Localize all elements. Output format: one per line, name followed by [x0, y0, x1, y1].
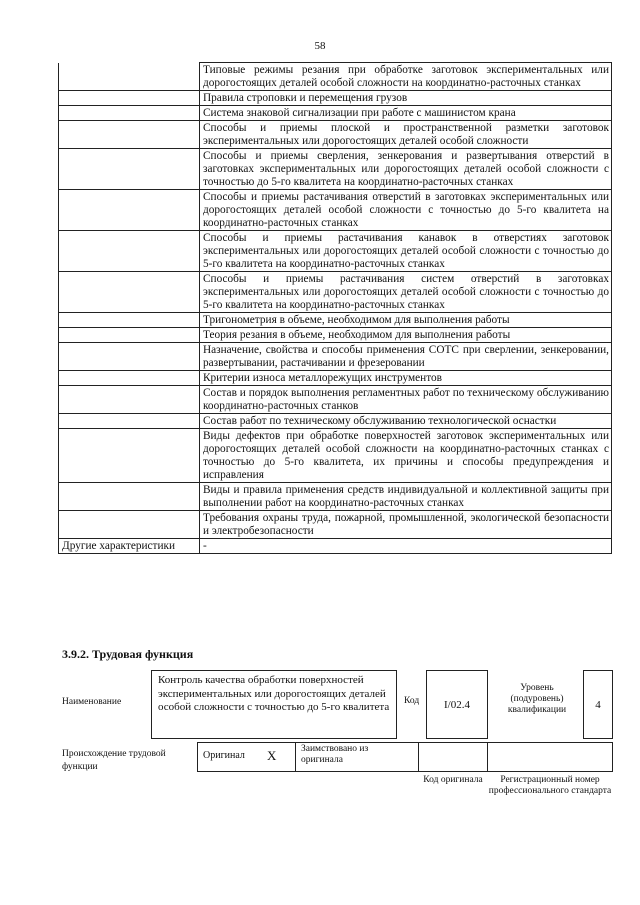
row-label-cell [59, 63, 200, 91]
knowledge-item: Состав работ по техническому обслуживанию технологической оснастки [200, 414, 612, 429]
row-label-cell [59, 511, 200, 539]
knowledge-item: Назначение, свойства и способы применения СОТС при сверлении, зенкеровании, развертывании, растачивании и фрезеровании [200, 343, 612, 371]
origin-divider [487, 742, 488, 772]
other-characteristics-value: - [200, 539, 612, 554]
knowledge-item: Теория резания в объеме, необходимом для выполнения работы [200, 328, 612, 343]
qualification-level-box [583, 670, 613, 739]
knowledge-item: Система знаковой сигнализации при работе с машинистом крана [200, 106, 612, 121]
table-row [59, 328, 612, 343]
row-label-cell [59, 483, 200, 511]
table-row [59, 121, 612, 149]
knowledge-item: Типовые режимы резания при обработке заготовок экспериментальных или дорогостоящих деталей особой сложности на координатно-расточных станках [200, 63, 612, 91]
row-label-cell [59, 343, 200, 371]
row-label-cell [59, 328, 200, 343]
function-code-value: I/02.4 [444, 698, 470, 711]
knowledge-item: Способы и приемы плоской и пространственной разметки заготовок экспериментальных или дорогостоящих деталей особой сложности [200, 121, 612, 149]
row-label-cell [59, 313, 200, 328]
origin-divider [418, 742, 419, 772]
table-row [59, 343, 612, 371]
table-row [59, 231, 612, 272]
knowledge-item: Способы и приемы растачивания отверстий в заготовках экспериментальных или дорогостоящих деталей особой сложности с точностью до 5-го квалитета на координатно-расточных станках [200, 190, 612, 231]
table-row [59, 386, 612, 414]
name-label: Наименование [62, 697, 122, 707]
original-label: Оригинал [203, 750, 245, 761]
page-number: 58 [314, 40, 326, 52]
qualification-level-value: 4 [595, 698, 601, 711]
table-row [59, 371, 612, 386]
table-row [59, 63, 612, 91]
table-row [59, 106, 612, 121]
knowledge-item: Критерии износа металлорежущих инструментов [200, 371, 612, 386]
origin-divider [295, 742, 296, 772]
knowledge-item: Способы и приемы растачивания систем отверстий в заготовках экспериментальных или дорогостоящих деталей особой сложности с точностью до 5-го квалитета на координатно-расточных станках [200, 272, 612, 313]
knowledge-item: Требования охраны труда, пожарной, промышленной, экологической безопасности и электробезопасности [200, 511, 612, 539]
knowledge-item: Правила строповки и перемещения грузов [200, 91, 612, 106]
knowledge-item: Виды дефектов при обработке поверхностей заготовок экспериментальных или дорогостоящих деталей особой сложности на координатно-расточных станках с точностью до 5-го квалитета, их причины и способы предупреждения и исправления [200, 429, 612, 483]
function-code-box [426, 670, 488, 739]
function-name-box [151, 670, 397, 739]
table-row [59, 414, 612, 429]
row-label-cell [59, 149, 200, 190]
knowledge-item: Виды и правила применения средств индивидуальной и коллективной защиты при выполнении работ на координатно-расточных станках [200, 483, 612, 511]
knowledge-table [58, 62, 612, 554]
function-name-text: Контроль качества обработки поверхностей экспериментальных или дорогостоящих деталей особой сложности с точностью до 5-го квалитета [158, 674, 390, 713]
table-row [59, 149, 612, 190]
code-label: Код [404, 696, 420, 706]
row-label-cell [59, 190, 200, 231]
section-heading: 3.9.2. Трудовая функция [62, 647, 194, 661]
table-row [59, 91, 612, 106]
row-label-cell [59, 429, 200, 483]
table-row [59, 511, 612, 539]
row-label-cell [59, 231, 200, 272]
original-checkmark: X [267, 748, 277, 763]
knowledge-item: Тригонометрия в объеме, необходимом для выполнения работы [200, 313, 612, 328]
knowledge-item: Способы и приемы растачивания канавок в отверстиях заготовок экспериментальных или дорогостоящих деталей особой сложности с точностью до 5-го квалитета на координатно-расточных станках [200, 231, 612, 272]
row-label-cell [59, 414, 200, 429]
row-label-cell [59, 386, 200, 414]
row-label-cell [59, 272, 200, 313]
table-row [59, 483, 612, 511]
table-row [59, 190, 612, 231]
row-label-cell [59, 106, 200, 121]
table-row [59, 429, 612, 483]
other-characteristics-row [59, 539, 612, 554]
knowledge-item: Способы и приемы сверления, зенкерования и развертывания отверстий в заготовках экспериментальных или дорогостоящих деталей особой сложности с точностью до 5-го квалитета на координатно-расточных станках [200, 149, 612, 190]
row-label-cell [59, 371, 200, 386]
row-label-cell [59, 91, 200, 106]
registration-number-caption: Регистрационный номер профессионального стандарта [488, 775, 612, 796]
table-row [59, 313, 612, 328]
borrowed-label: Заимствовано из оригинала [301, 744, 369, 765]
knowledge-item: Состав и порядок выполнения регламентных работ по техническому обслуживанию координатно-расточных станков [200, 386, 612, 414]
origin-label: Происхождение трудовой функции [62, 749, 166, 772]
table-row [59, 272, 612, 313]
code-original-caption: Код оригинала [423, 775, 483, 785]
qualification-level-label: Уровень (подуровень) квалификации [507, 683, 567, 715]
row-label-cell [59, 121, 200, 149]
other-characteristics-label: Другие характеристики [59, 539, 200, 554]
